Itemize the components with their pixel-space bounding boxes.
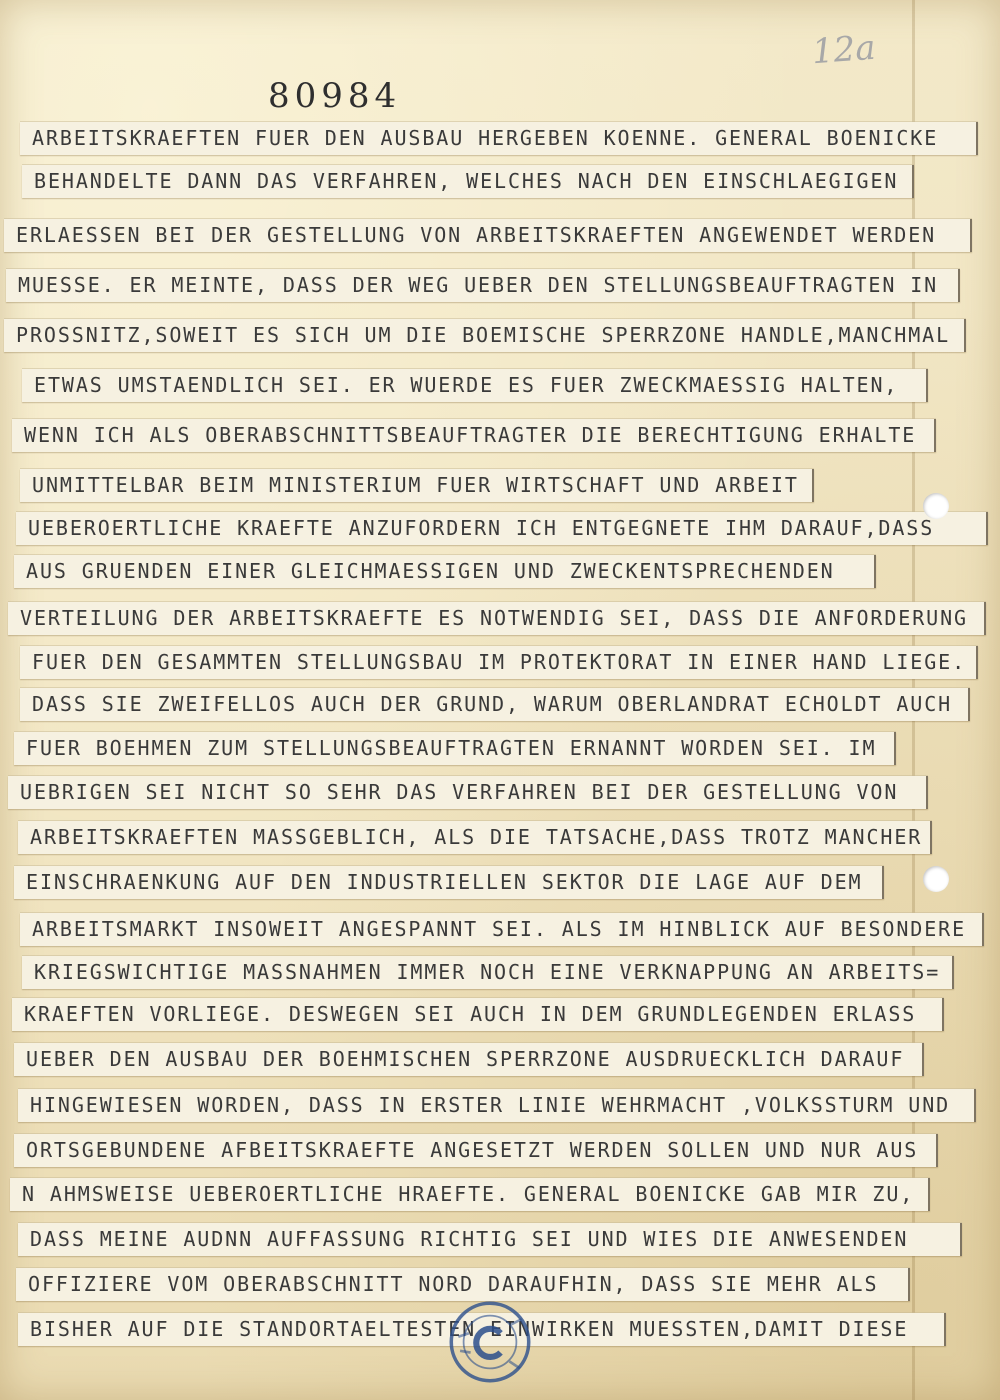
- typed-line-text: UEBEROERTLICHE KRAEFTE ANZUFORDERN ICH ENTGEGNETE IHM DARAUF,DASS: [28, 516, 935, 540]
- typed-line-strip: [22, 956, 954, 989]
- typed-line-strip: [8, 602, 986, 635]
- typed-line-strip: [14, 555, 876, 588]
- handwritten-page-number: 12a: [810, 27, 877, 73]
- typed-line-strip: [20, 122, 978, 155]
- typed-line-strip: [22, 165, 914, 198]
- typed-line-text: UEBER DEN AUSBAU DER BOEHMISCHEN SPERRZONE AUSDRUECKLICH DARAUF: [26, 1047, 905, 1071]
- typed-line-text: UNMITTELBAR BEIM MINISTERIUM FUER WIRTSCHAFT UND ARBEIT: [32, 473, 799, 497]
- typed-line-strip: [4, 319, 966, 352]
- typed-line-text: OFFIZIERE VOM OBERABSCHNITT NORD DARAUFHIN, DASS SIE MEHR ALS: [28, 1272, 879, 1296]
- typed-line-strip: [8, 776, 928, 809]
- typed-line-text: KRAEFTEN VORLIEGE. DESWEGEN SEI AUCH IN DEM GRUNDLEGENDEN ERLASS: [24, 1002, 917, 1026]
- typed-line-text: VERTEILUNG DER ARBEITSKRAEFTE ES NOTWENDIG SEI, DASS DIE ANFORDERUNG: [20, 606, 968, 630]
- typed-line-strip: [22, 369, 928, 402]
- typed-line-text: AUS GRUENDEN EINER GLEICHMAESSIGEN UND ZWECKENTSPRECHENDEN: [26, 559, 835, 583]
- typed-line-text: HINGEWIESEN WORDEN, DASS IN ERSTER LINIE WEHRMACHT ,VOLKSSTURM UND: [30, 1093, 951, 1117]
- round-stamp-icon: [446, 1298, 534, 1386]
- typed-line-strip: [16, 1268, 910, 1301]
- punch-hole-icon: [923, 493, 949, 519]
- typed-line-strip: [6, 269, 960, 302]
- typed-line-strip: [20, 646, 978, 679]
- typed-line-strip: [16, 512, 988, 545]
- typed-line-strip: [20, 688, 970, 721]
- typed-line-strip: [14, 1134, 938, 1167]
- typed-line-text: KRIEGSWICHTIGE MASSNAHMEN IMMER NOCH EINE VERKNAPPUNG AN ARBEITS=: [34, 960, 941, 984]
- document-number: 80984: [268, 76, 402, 116]
- typed-line-strip: [20, 469, 814, 502]
- typed-line-text: ETWAS UMSTAENDLICH SEI. ER WUERDE ES FUER ZWECKMAESSIG HALTEN,: [34, 373, 899, 397]
- typed-line-text: EINSCHRAENKUNG AUF DEN INDUSTRIELLEN SEKTOR DIE LAGE AUF DEM: [26, 870, 863, 894]
- typed-line-text: FUER DEN GESAMMTEN STELLUNGSBAU IM PROTEKTORAT IN EINER HAND LIEGE.: [32, 650, 967, 674]
- typed-line-strip: [12, 998, 944, 1031]
- typed-line-text: FUER BOEHMEN ZUM STELLUNGSBEAUFTRAGTEN ERNANNT WORDEN SEI. IM: [26, 736, 877, 760]
- typed-line-text: DASS MEINE AUDNN AUFFASSUNG RICHTIG SEI UND WIES DIE ANWESENDEN: [30, 1227, 909, 1251]
- typed-line-text: UEBRIGEN SEI NICHT SO SEHR DAS VERFAHREN BEI DER GESTELLUNG VON: [20, 780, 899, 804]
- punch-hole-icon: [923, 866, 949, 892]
- typed-line-strip: [12, 419, 936, 452]
- typed-line-strip: [10, 1178, 930, 1211]
- typed-line-strip: [4, 219, 972, 252]
- typed-line-text: ORTSGEBUNDENE AFBEITSKRAEFTE ANGESETZT WERDEN SOLLEN UND NUR AUS: [26, 1138, 919, 1162]
- typed-line-text: ARBEITSKRAEFTEN MASSGEBLICH, ALS DIE TATSACHE,DASS TROTZ MANCHER: [30, 825, 923, 849]
- typed-line-text: DASS SIE ZWEIFELLOS AUCH DER GRUND, WARUM OBERLANDRAT ECHOLDT AUCH: [32, 692, 953, 716]
- typed-line-text: ERLAESSEN BEI DER GESTELLUNG VON ARBEITSKRAEFTEN ANGEWENDET WERDEN: [16, 223, 937, 247]
- typed-line-strip: [14, 732, 896, 765]
- typed-line-strip: [18, 821, 932, 854]
- typed-line-strip: [14, 866, 884, 899]
- typed-line-text: N AHMSWEISE UEBEROERTLICHE HRAEFTE. GENERAL BOENICKE GAB MIR ZU,: [22, 1182, 915, 1206]
- typed-line-strip: [20, 913, 984, 946]
- typed-line-strip: [14, 1043, 924, 1076]
- typed-line-text: BEHANDELTE DANN DAS VERFAHREN, WELCHES NACH DEN EINSCHLAEGIGEN: [34, 169, 899, 193]
- typed-line-text: BISHER AUF DIE STANDORTAELTESTEN EINWIRKEN MUESSTEN,DAMIT DIESE: [30, 1317, 909, 1341]
- typed-line-strip: [18, 1089, 976, 1122]
- typed-line-text: ARBEITSMARKT INSOWEIT ANGESPANNT SEI. ALS IM HINBLICK AUF BESONDERE: [32, 917, 967, 941]
- typed-line-text: WENN ICH ALS OBERABSCHNITTSBEAUFTRAGTER DIE BERECHTIGUNG ERHALTE: [24, 423, 917, 447]
- typed-line-strip: [18, 1223, 962, 1256]
- typed-line-text: MUESSE. ER MEINTE, DASS DER WEG UEBER DEN STELLUNGSBEAUFTRAGTEN IN: [18, 273, 939, 297]
- typed-line-text: PROSSNITZ,SOWEIT ES SICH UM DIE BOEMISCHE SPERRZONE HANDLE,MANCHMAL: [16, 323, 951, 347]
- typed-line-text: ARBEITSKRAEFTEN FUER DEN AUSBAU HERGEBEN KOENNE. GENERAL BOENICKE: [32, 126, 939, 150]
